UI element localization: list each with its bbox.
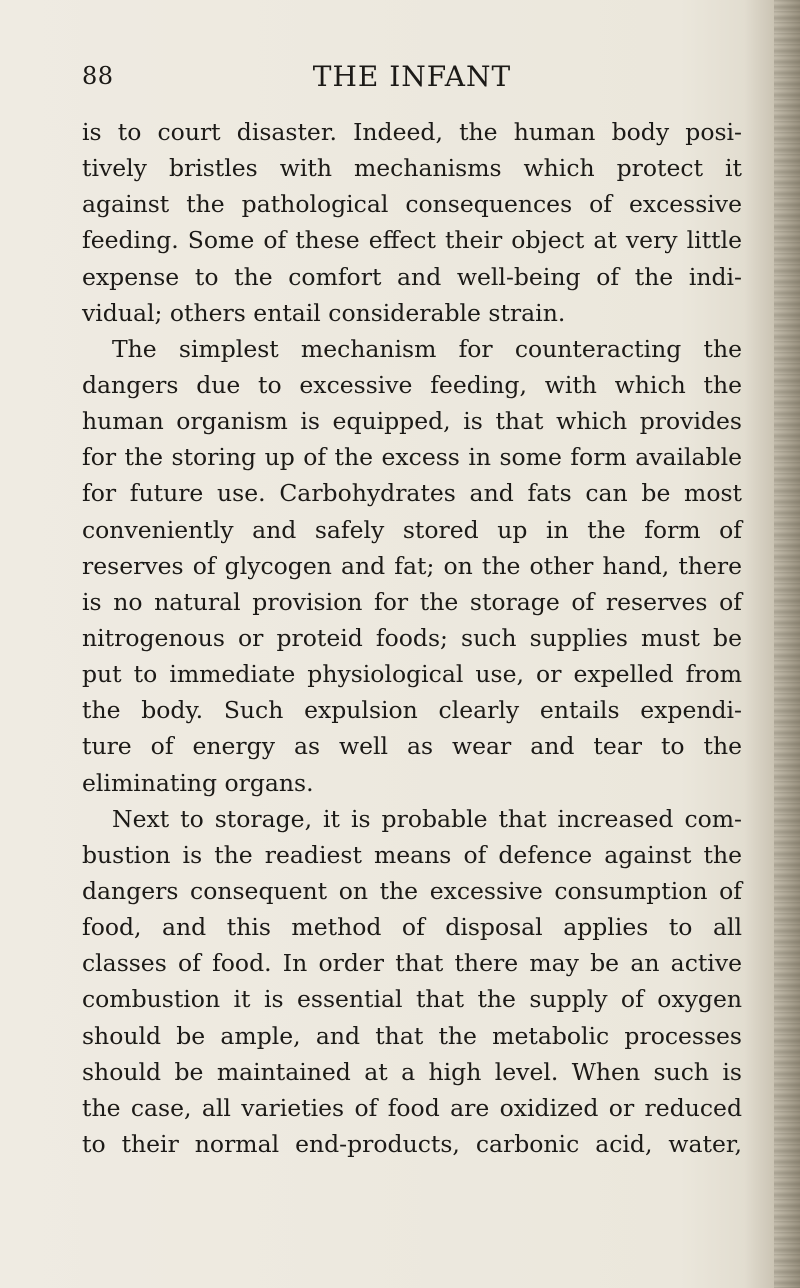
- text-line: bustion is the readiest means of defence against the: [82, 840, 742, 869]
- text-line: is no natural provision for the storage of reserves of: [82, 587, 742, 616]
- text-line: ture of energy as well as wear and tear to the: [82, 732, 742, 761]
- body-text: [82, 114, 742, 1162]
- page-edge-shadow: [774, 0, 800, 1288]
- text-line: combustion it is essential that the supply of oxygen: [82, 985, 742, 1014]
- text-line: feeding. Some of these effect their object at very little: [82, 226, 742, 255]
- text-line: food, and this method of disposal applies to all: [82, 913, 742, 942]
- text-line: nitrogenous or proteid foods; such supplies must be: [82, 623, 742, 652]
- text-line: put to immediate physiological use, or expelled from: [82, 660, 742, 689]
- text-line: the body. Such expulsion clearly entails expendi-: [82, 696, 742, 725]
- text-line: against the pathological consequences of excessive: [82, 190, 742, 219]
- text-line: should be maintained at a high level. When such is: [82, 1057, 742, 1086]
- text-line: vidual; others entail considerable strain.: [82, 298, 566, 327]
- text-line: to their normal end-products, carbonic acid, water,: [82, 1129, 742, 1158]
- text-line: the case, all varieties of food are oxidized or reduced: [82, 1093, 742, 1122]
- text-line: expense to the comfort and well-being of the indi-: [82, 262, 742, 291]
- text-line: The simplest mechanism for counteracting the: [112, 334, 742, 363]
- text-line: is to court disaster. Indeed, the human body posi-: [82, 118, 742, 146]
- text-line: Next to storage, it is probable that increased com-: [112, 804, 742, 833]
- text-line: eliminating organs.: [82, 768, 314, 797]
- text-line: dangers consequent on the excessive consumption of: [82, 876, 742, 905]
- text-line: for the storing up of the excess in some form available: [82, 443, 742, 472]
- text-line: for future use. Carbohydrates and fats can be most: [82, 479, 742, 508]
- text-line: tively bristles with mechanisms which protect it: [82, 154, 742, 183]
- page-header: [82, 60, 742, 100]
- text-line: dangers due to excessive feeding, with which the: [82, 370, 742, 399]
- text-line: conveniently and safely stored up in the form of: [82, 515, 742, 544]
- page-number: 88: [82, 62, 114, 90]
- text-line: classes of food. In order that there may be an active: [82, 949, 742, 978]
- text-line: human organism is equipped, is that which provides: [82, 407, 742, 436]
- text-line: reserves of glycogen and fat; on the other hand, there: [82, 551, 742, 580]
- running-title: THE INFANT: [312, 60, 512, 93]
- text-line: should be ample, and that the metabolic processes: [82, 1021, 742, 1050]
